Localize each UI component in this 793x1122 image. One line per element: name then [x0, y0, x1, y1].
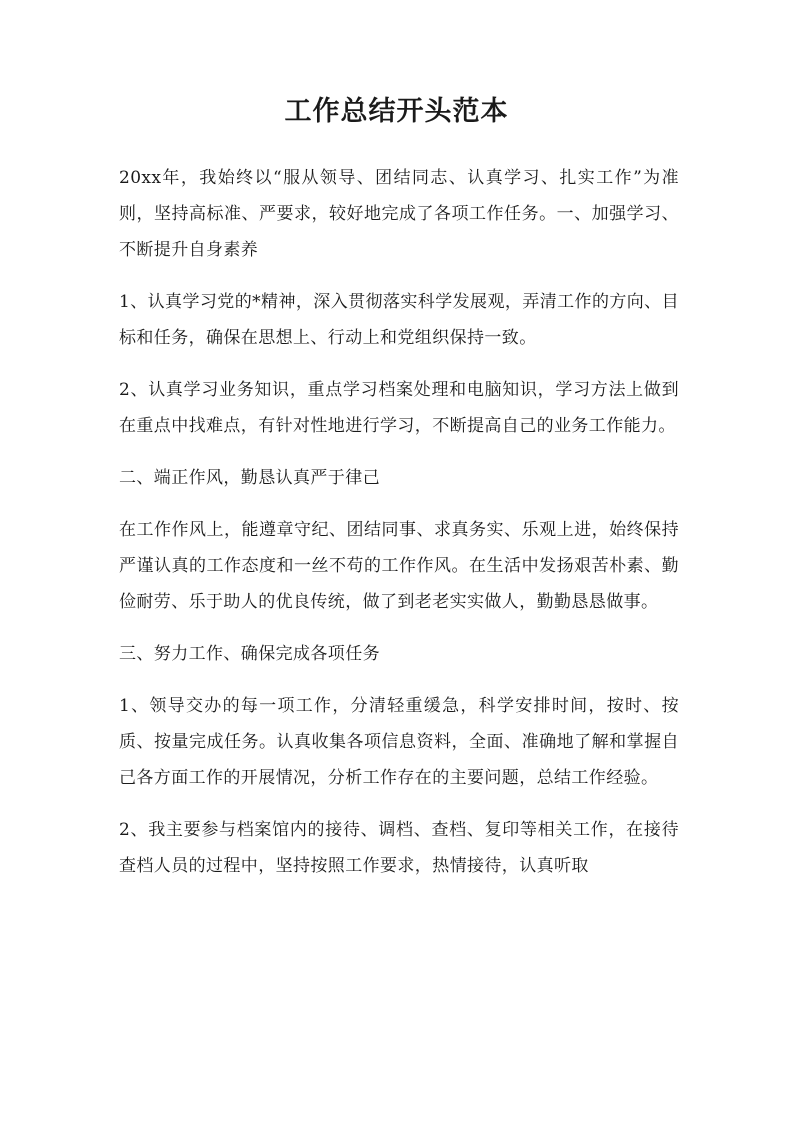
document-body — [119, 160, 679, 900]
section-heading-2: 二、端正作风，勤恳认真严于律己 — [119, 468, 380, 488]
paragraph-study-1: 1、认真学习党的*精神，深入贯彻落实科学发展观，弄清工作的方向、目标和任务，确保在思想上、行动上和党组织保持一致。 — [119, 292, 679, 348]
paragraph-tasks-1: 1、领导交办的每一项工作，分清轻重缓急，科学安排时间，按时、按质、按量完成任务。认真收集各项信息资料，全面、准确地了解和掌握自己各方面工作的开展情况，分析工作存在的主要问题，总结工作经验。 — [119, 696, 679, 788]
paragraph-study-2: 2、认真学习业务知识，重点学习档案处理和电脑知识，学习方法上做到在重点中找难点，有针对性地进行学习，不断提高自己的业务工作能力。 — [119, 380, 679, 436]
paragraph-work-style: 在工作作风上，能遵章守纪、团结同事、求真务实、乐观上进，始终保持严谨认真的工作态度和一丝不苟的工作作风。在生活中发扬艰苦朴素、勤俭耐劳、乐于助人的优良传统，做了到老老实实做人，勤勤恳恳做事。 — [119, 520, 679, 612]
document-title: 工作总结开头范本 — [284, 96, 509, 127]
section-heading-3: 三、努力工作、确保完成各项任务 — [119, 644, 380, 664]
paragraph-intro: 20xx年，我始终以“服从领导、团结同志、认真学习、扎实工作”为准则，坚持高标准、严要求，较好地完成了各项工作任务。一、加强学习、不断提升自身素养 — [119, 168, 679, 260]
paragraph-tasks-2: 2、我主要参与档案馆内的接待、调档、查档、复印等相关工作，在接待查档人员的过程中，坚持按照工作要求，热情接待，认真听取 — [119, 820, 679, 876]
